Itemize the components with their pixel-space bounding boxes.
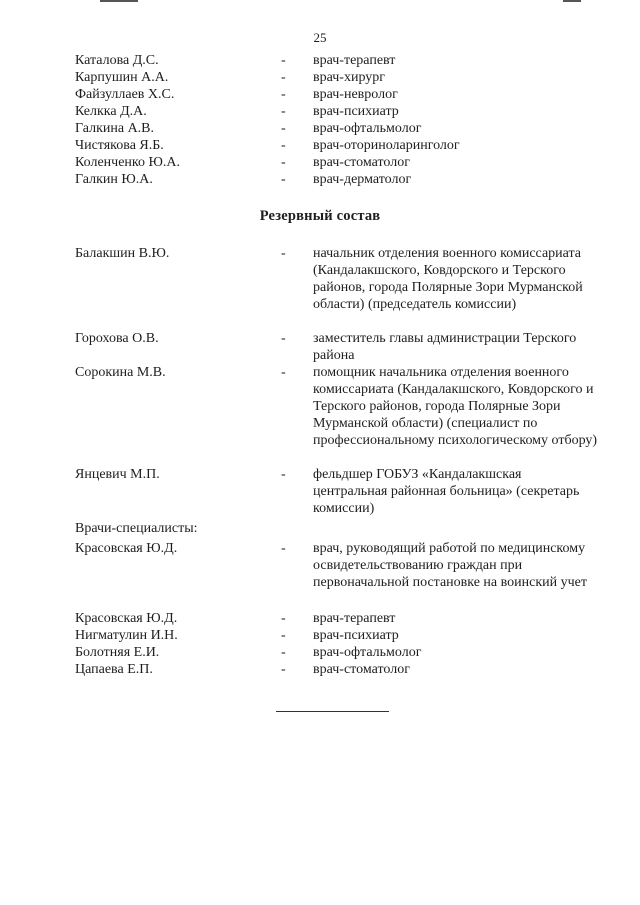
list-item: [0, 610, 640, 627]
member-role: врач-оториноларинголог: [313, 138, 460, 153]
member-role: врач-офтальмолог: [313, 121, 422, 136]
member-name: Балакшин В.Ю.: [75, 246, 170, 261]
list-item: [0, 661, 640, 678]
member-role: заместитель главы администрации Терского района: [313, 331, 577, 363]
list-item: [0, 330, 640, 364]
member-name: Файзуллаев Х.С.: [75, 87, 175, 102]
member-name: Болотняя Е.И.: [75, 645, 160, 660]
member-name: Каталова Д.С.: [75, 53, 159, 68]
dash: -: [281, 87, 286, 102]
member-name: Красовская Ю.Д.: [75, 541, 178, 556]
member-role: врач-терапевт: [313, 611, 396, 626]
list-item: [0, 627, 640, 644]
dash: -: [281, 541, 286, 556]
member-name: Горохова О.В.: [75, 331, 159, 346]
dash: -: [281, 628, 286, 643]
list-item: [0, 245, 640, 330]
specialists-list: [0, 610, 640, 678]
footer-rule: [276, 711, 389, 712]
member-name: Галкин Ю.А.: [75, 172, 153, 187]
member-name: Сорокина М.В.: [75, 365, 166, 380]
scan-edge-mark-right: [563, 0, 581, 2]
dash: -: [281, 246, 286, 261]
list-item: [0, 69, 640, 86]
member-role: помощник начальника отделения военного комиссариата (Кандалакшского, Ковдорского и Терского районов, города Полярные Зори Мурманской области) (специалист по профессиональному психологическому отбору): [313, 365, 598, 448]
member-role: фельдшер ГОБУЗ «Кандалакшская центральная районная больница» (секретарь комиссии): [313, 467, 580, 516]
dash: -: [281, 662, 286, 677]
list-item: [0, 540, 640, 591]
member-name: Карпушин А.А.: [75, 70, 169, 85]
member-role: врач-офтальмолог: [313, 645, 422, 660]
dash: -: [281, 53, 286, 68]
dash: -: [281, 467, 286, 482]
dash: -: [281, 611, 286, 626]
list-item: [0, 86, 640, 103]
dash: -: [281, 331, 286, 346]
member-name: Янцевич М.П.: [75, 467, 160, 482]
dash: -: [281, 155, 286, 170]
member-name: Коленченко Ю.А.: [75, 155, 180, 170]
dash: -: [281, 365, 286, 380]
member-role: врач-психиатр: [313, 628, 399, 643]
member-role: начальник отделения военного комиссариата (Кандалакшского, Ковдорского и Терского районов, города Полярные Зори Мурманской области) (председатель комиссии): [313, 246, 583, 312]
page-number: 25: [313, 30, 327, 45]
list-item: [0, 364, 640, 466]
dash: -: [281, 172, 286, 187]
scan-edge-mark-left: [100, 0, 138, 2]
member-role: врач-стоматолог: [313, 155, 410, 170]
specialists-lead: [0, 540, 640, 591]
dash: -: [281, 104, 286, 119]
member-role: врач-терапевт: [313, 53, 396, 68]
list-item: [0, 171, 640, 188]
dash: -: [281, 70, 286, 85]
main-list: [0, 52, 640, 188]
reserve-heading: Резервный состав: [259, 208, 381, 224]
member-name: Нигматулин И.Н.: [75, 628, 178, 643]
list-item: [0, 120, 640, 137]
member-name: Чистякова Я.Б.: [75, 138, 164, 153]
list-item: [0, 103, 640, 120]
member-role: врач, руководящий работой по медицинскому освидетельствованию граждан при первоначальной постановке на воинский учет: [313, 541, 588, 590]
list-item: [0, 644, 640, 661]
reserve-list: [0, 245, 640, 517]
member-role: врач-хирург: [313, 70, 386, 85]
member-role: врач-дерматолог: [313, 172, 412, 187]
dash: -: [281, 121, 286, 136]
list-item: [0, 52, 640, 69]
list-item: [0, 154, 640, 171]
member-name: Галкина А.В.: [75, 121, 155, 136]
list-item: [0, 466, 640, 517]
dash: -: [281, 645, 286, 660]
member-role: врач-психиатр: [313, 104, 399, 119]
member-role: врач-невролог: [313, 87, 398, 102]
member-role: врач-стоматолог: [313, 662, 410, 677]
member-name: Цапаева Е.П.: [75, 662, 153, 677]
dash: -: [281, 138, 286, 153]
member-name: Келкка Д.А.: [75, 104, 147, 119]
list-item: [0, 137, 640, 154]
specialists-label: Врачи-специалисты:: [75, 521, 198, 536]
member-name: Красовская Ю.Д.: [75, 611, 178, 626]
